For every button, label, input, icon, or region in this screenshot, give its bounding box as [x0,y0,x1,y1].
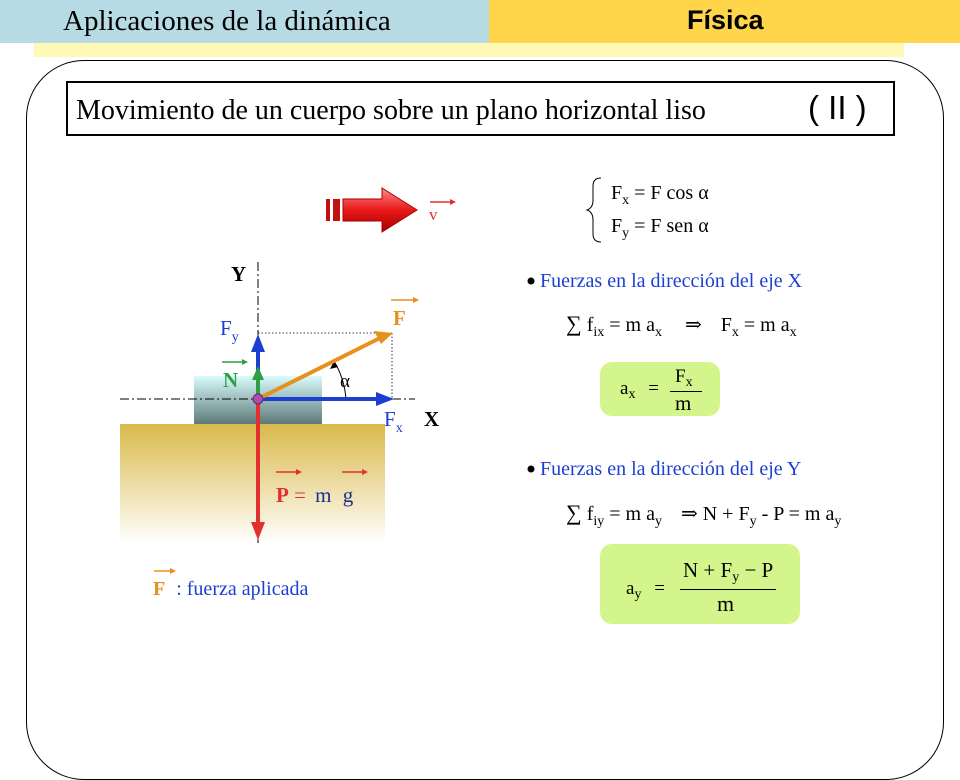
y-axis-label: Y [231,262,247,286]
bullet-icon [528,278,535,285]
section-x-heading: Fuerzas en la dirección del eje X [540,270,803,292]
velocity-label: v [429,205,438,224]
ax-result-box [600,362,720,416]
normal-label: N [223,368,239,392]
fy-component-eq: $F_y = F$ sen α [611,215,709,241]
fy-label: $F_y$ [220,316,239,345]
force-F-label: F [393,306,406,330]
slide-part-number: ( II ) [808,89,867,126]
components-brace [587,178,601,242]
fx-component-eq: $F_x = F$ cos α [611,182,709,208]
angle-label: α [340,371,350,392]
motion-arrow-icon [326,188,417,232]
legend: F : fuerza aplicada [153,578,309,600]
subject-title: Física [687,5,764,35]
x-axis-label: X [424,407,440,431]
topic-title: Aplicaciones de la dinámica [63,5,391,37]
bullet-icon [528,466,535,473]
section-y-heading: Fuerzas en la dirección del eje Y [540,458,802,480]
ay-numerator: N + Fy − P [683,558,774,585]
weight-label: P = m g [276,483,354,507]
slide-title: Movimiento de un cuerpo sobre un plano horizontal liso [76,95,706,126]
ay-denominator: m [717,591,735,616]
section-x-equation: ∑ $f_{ix} = m$ $a_x$ ⇒ $F_x = m$ $a_x$ [566,311,797,340]
application-point [253,394,263,404]
ay-fraction-bar [680,589,776,590]
ay-lhs: $a_y$ = [626,578,665,602]
fx-label: $F_x$ [384,407,403,436]
ax-lhs: $a_x$ = [620,378,659,402]
ax-denominator: m [675,391,692,415]
ax-numerator: $F_x$ [675,366,693,390]
section-y-equation: ∑ $f_{iy} = m$ $a_y$ ⇒ $N + F_y - P = m$ $a_y$ [566,500,842,529]
